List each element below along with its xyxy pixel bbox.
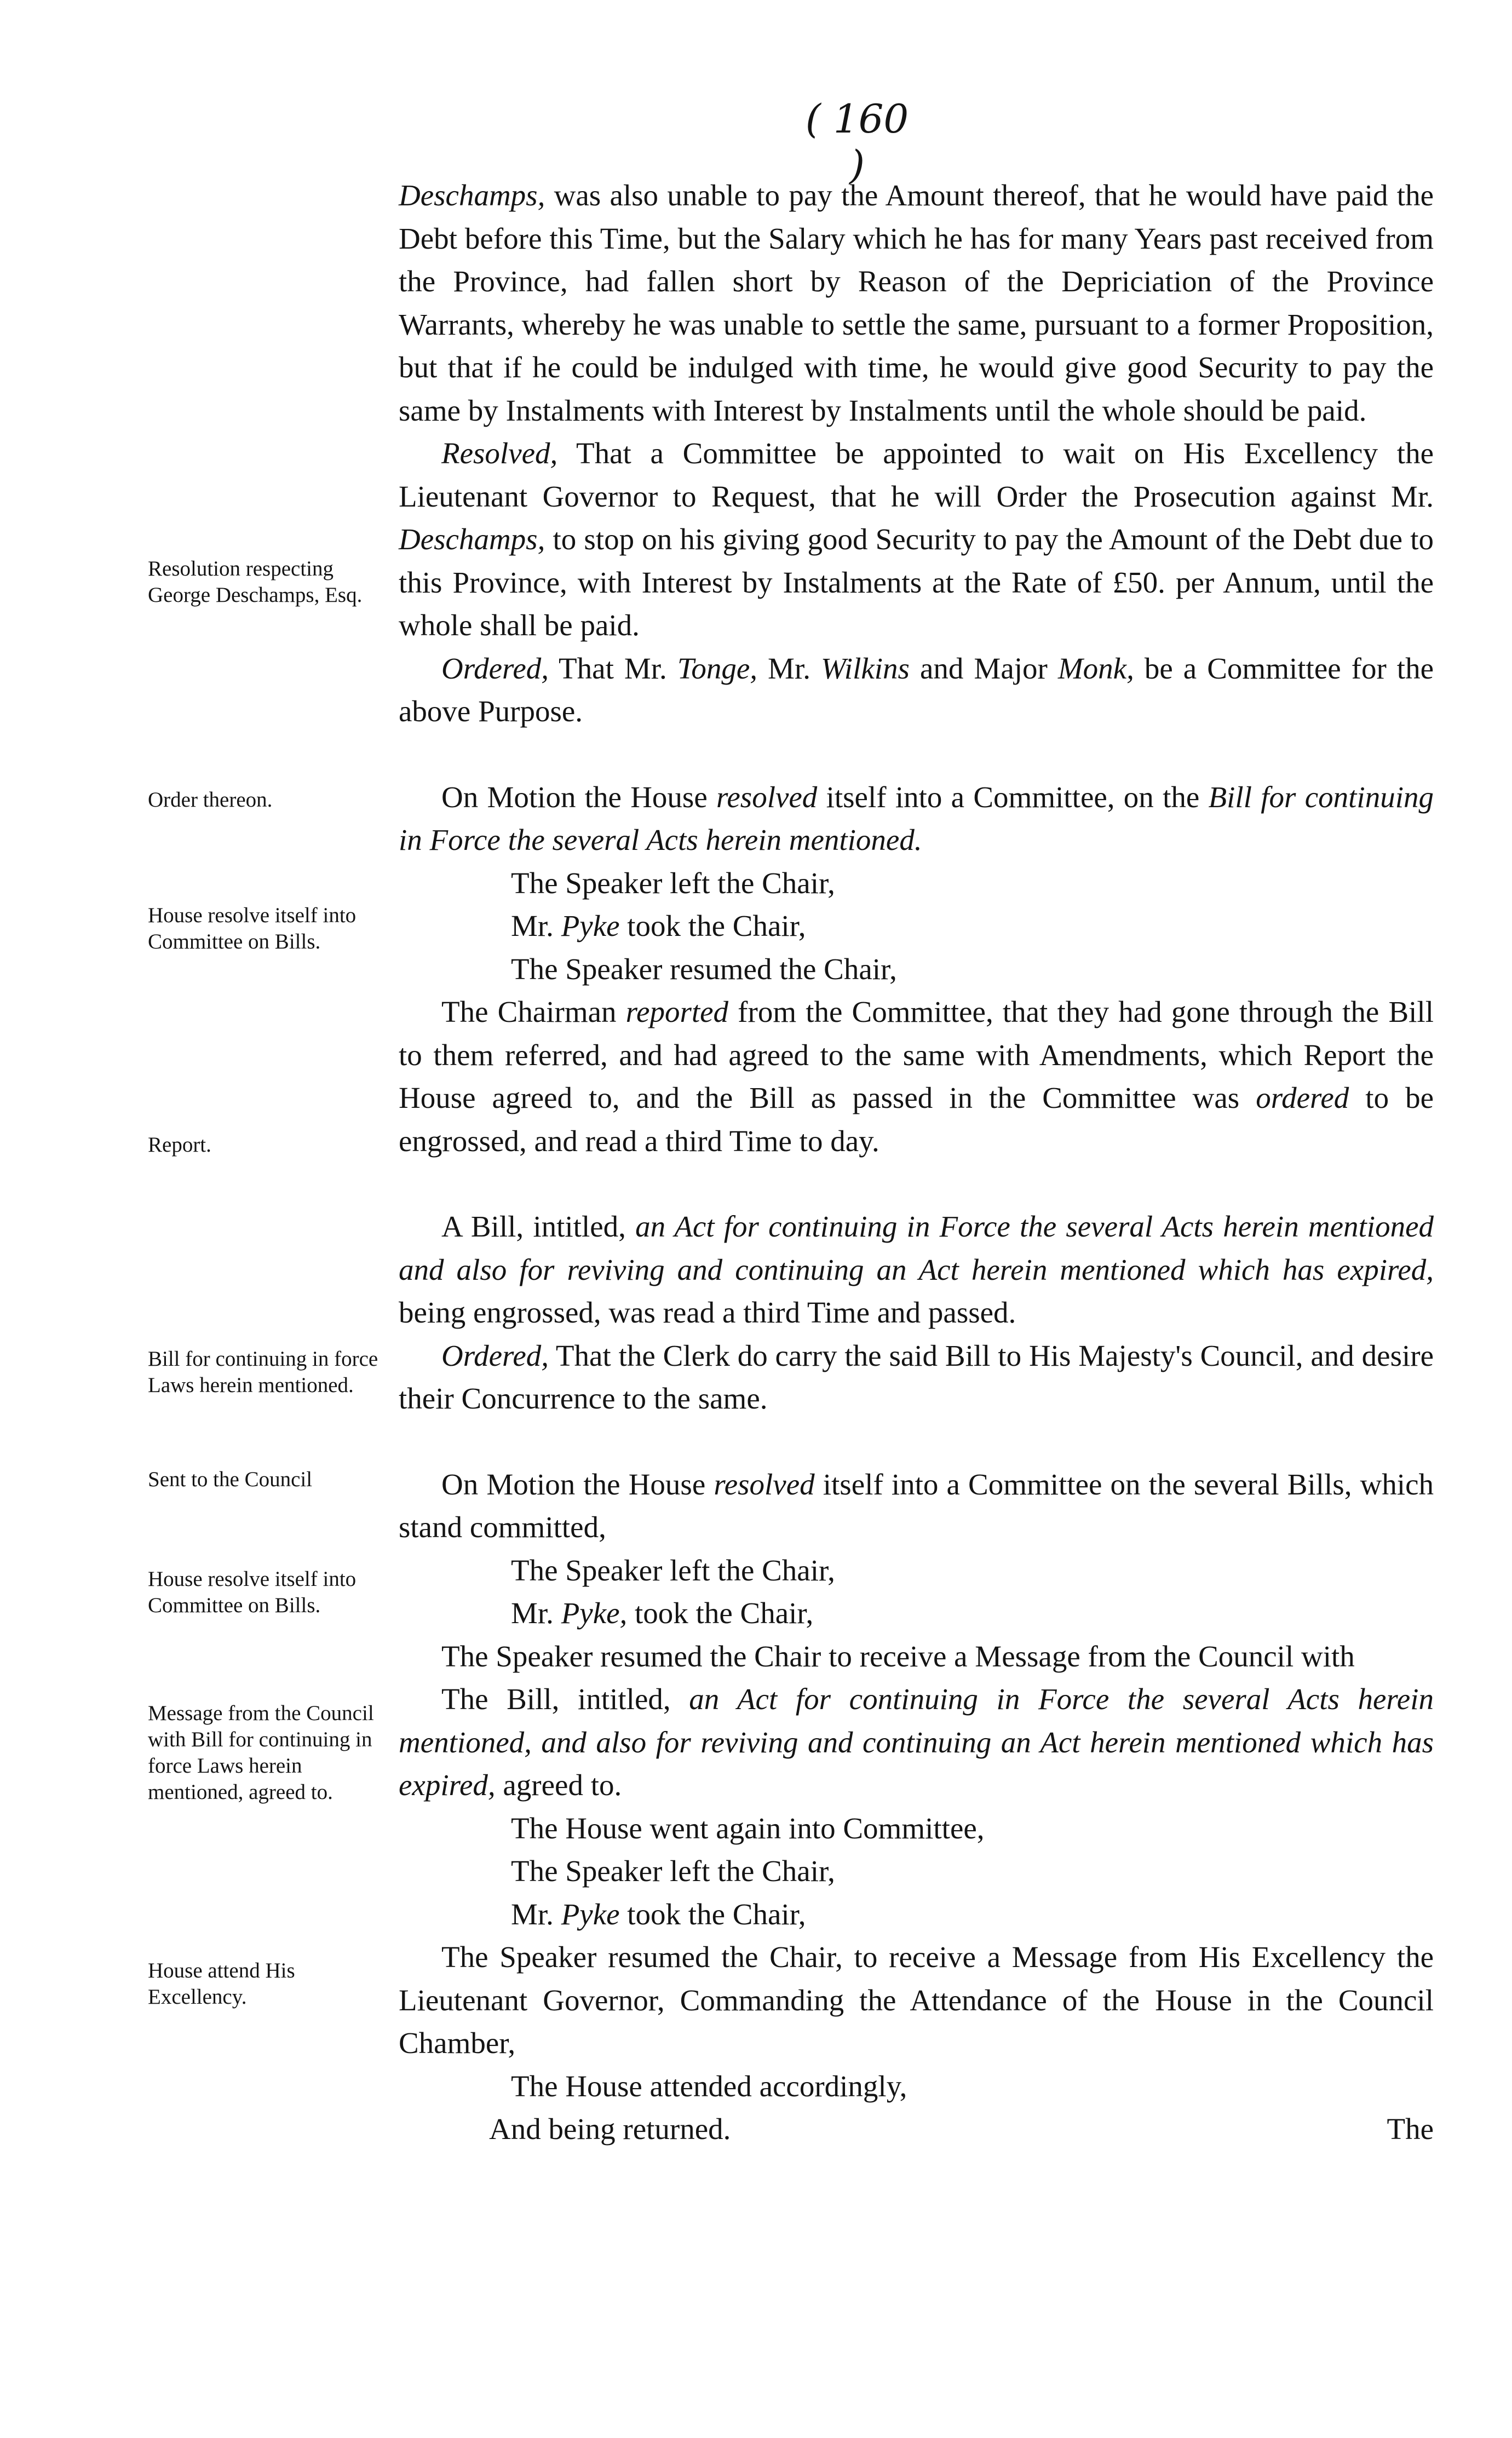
- bill-title: an Act for continuing in Force the several Acts herein mentioned, and also for reviving and continuing an Act herein mentioned which has expired,: [399, 1682, 1434, 1802]
- paragraph: [399, 1592, 1434, 1635]
- paragraph: [399, 2108, 1434, 2151]
- text: was also unable to pay the Amount thereof, that he would have paid the Debt before this Time, but the Salary which he has for many Years past received from the Province, had fallen short by Reason of the Depriciation of the Province Warrants, whereby he was unable to settle the same, pursuant to a former Proposition, but that if he could be indulged with time, he would give good Security to pay the same by Instalments with Interest by Instalments until the whole should be paid.: [399, 179, 1434, 427]
- margin-note-order: Order thereon.: [148, 788, 273, 812]
- paragraph: [399, 647, 1434, 733]
- paragraph: The House went again into Committee,: [511, 1811, 985, 1845]
- name: Deschamps,: [399, 179, 545, 212]
- paragraph: The Speaker left the Chair,: [511, 866, 835, 900]
- text: Mr.: [511, 1897, 561, 1931]
- text: Mr.: [511, 909, 561, 942]
- paragraph: [399, 776, 1434, 862]
- text: That Mr.: [549, 651, 677, 685]
- paragraph: [399, 1335, 1434, 1421]
- text: The Chairman: [441, 995, 626, 1028]
- name: Monk,: [1057, 651, 1134, 685]
- text: from the Committee, that they had gone through the Bill to them referred, and had agreed to the same with Amendments, which Report the House agreed to, and the Bill as passed in the Committee was: [399, 995, 1434, 1114]
- paragraph: The Speaker resumed the Chair to receive a Message from the Council with: [441, 1639, 1355, 1673]
- text: be a Committee for the above Purpose.: [399, 651, 1434, 728]
- text: On Motion the House: [441, 1467, 714, 1501]
- paragraph: [399, 991, 1434, 1163]
- spacer: [399, 1163, 1434, 1205]
- text: itself into a Committee, on the: [817, 780, 1209, 814]
- page-number: ( 160 ): [805, 96, 909, 188]
- paragraph: The House attended accordingly,: [511, 2069, 907, 2103]
- name: Tonge,: [677, 651, 758, 685]
- text: On Motion the House: [441, 780, 717, 814]
- text: The Bill, intitled,: [441, 1682, 689, 1716]
- margin-note-message: Message from the Council with Bill for continuing in force Laws herein mentioned, agreed to.: [148, 1701, 374, 1804]
- name: Pyke: [561, 1897, 620, 1931]
- text: That a Committee be appointed to wait on His Excellency the Lieutenant Governor to Request, that he will Order the Prosecution against Mr.: [399, 436, 1434, 513]
- text: A Bill, intitled,: [441, 1210, 636, 1243]
- paragraph: The Speaker resumed the Chair,: [511, 952, 897, 986]
- name: Pyke: [561, 909, 620, 942]
- paragraph: [399, 174, 1434, 432]
- catchword: The: [1387, 2112, 1434, 2146]
- text: And being returned.: [489, 2112, 731, 2146]
- term: resolved: [716, 780, 818, 814]
- margin-note-attend: House attend His Excellency.: [148, 1959, 295, 2009]
- paragraph: [399, 1205, 1434, 1335]
- term: Ordered,: [441, 1338, 549, 1372]
- text: Mr.: [511, 1596, 561, 1630]
- margin-note-bill: Bill for continuing in force Laws herein mentioned.: [148, 1347, 378, 1397]
- text: Mr.: [757, 651, 821, 685]
- text: That the Clerk do carry the said Bill to His Majesty's Council, and desire their Concurrence to the same.: [399, 1338, 1434, 1415]
- term: resolved: [714, 1467, 815, 1501]
- bill-title: Bill for continuing in Force the several Acts herein mentioned.: [399, 780, 1434, 856]
- spacer: [399, 1421, 1434, 1463]
- text: took the Chair,: [627, 1596, 814, 1630]
- text: to stop on his giving good Security to pay the Amount of the Debt due to this Province, with Interest by Instalments at the Rate of £50. per Annum, until the whole shall be paid.: [399, 522, 1434, 642]
- paragraph: The Speaker left the Chair,: [511, 1553, 835, 1587]
- text: to be engrossed, and read a third Time to day.: [399, 1081, 1434, 1158]
- text: took the Chair,: [619, 1897, 806, 1931]
- text: agreed to.: [495, 1768, 622, 1802]
- name: Wilkins: [821, 651, 910, 685]
- spacer: [399, 733, 1434, 776]
- paragraph: The Speaker left the Chair,: [511, 1854, 835, 1888]
- term: reported: [625, 995, 729, 1028]
- text: being engrossed, was read a third Time and passed.: [399, 1296, 1016, 1329]
- body-text: [399, 174, 1434, 2151]
- text: took the Chair,: [619, 909, 806, 942]
- paragraph: [399, 1678, 1434, 1807]
- term: ordered: [1256, 1081, 1349, 1114]
- paragraph: [399, 1893, 1434, 1936]
- text: and Major: [909, 651, 1058, 685]
- margin-note-resolution: Resolution respecting George Deschamps, Esq.: [148, 557, 363, 607]
- bill-title: an Act for continuing in Force the several Acts herein mentioned and also for reviving and continuing an Act herein mentioned which has expired,: [399, 1210, 1434, 1286]
- margin-note-report: Report.: [148, 1133, 211, 1157]
- margin-note-committee: House resolve itself into Committee on Bills.: [148, 904, 357, 953]
- text: itself into a Committee on the several Bills, which stand committed,: [399, 1467, 1434, 1544]
- paragraph: [399, 905, 1434, 948]
- paragraph: The Speaker resumed the Chair, to receive a Message from His Excellency the Lieutenant Governor, Commanding the Attendance of the House in the Council Chamber,: [399, 1940, 1434, 2060]
- paragraph: [399, 432, 1434, 647]
- margin-note-committee-2: House resolve itself into Committee on Bills.: [148, 1567, 357, 1617]
- name: Pyke,: [561, 1596, 628, 1630]
- term: Resolved,: [441, 436, 558, 470]
- name: Deschamps,: [399, 522, 545, 556]
- paragraph: [399, 1463, 1434, 1549]
- margin-note-sent: Sent to the Council: [148, 1468, 313, 1491]
- term: Ordered,: [441, 651, 549, 685]
